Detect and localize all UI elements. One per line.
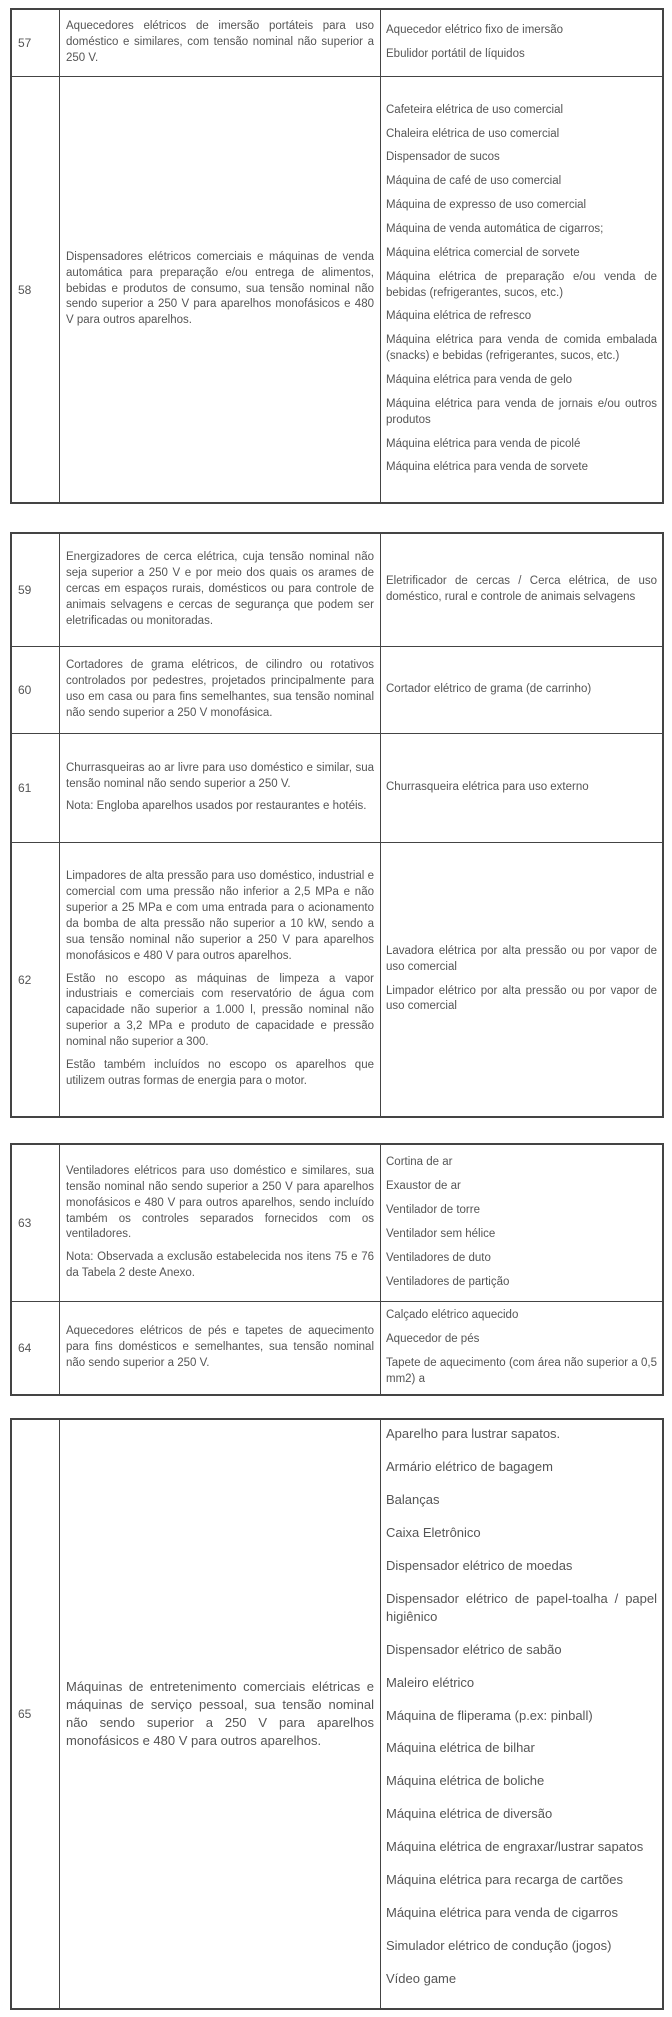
list-item: Exaustor de ar (386, 1180, 461, 1193)
product-list (381, 534, 663, 647)
list-item: Aquecedor de pés (386, 1333, 480, 1346)
list-item: Máquina elétrica para recarga de cartões (386, 1872, 624, 1888)
list-item: Aquecedor elétrico fixo de imersão (386, 24, 564, 37)
item-number: 59 (12, 534, 60, 647)
list-item: Máquina elétrica de diversão (386, 1806, 553, 1822)
list-item: Máquina elétrica para venda de sorvete (386, 461, 589, 474)
list-item: Máquina elétrica para venda de cigarros (386, 1905, 618, 1921)
list-item: Cortador elétrico de grama (de carrinho) (386, 683, 592, 696)
list-item: Ventiladores de partição (386, 1275, 510, 1288)
table-row (12, 1145, 663, 1302)
product-list (381, 734, 663, 843)
list-item: Ventilador de torre (386, 1204, 480, 1217)
list-item: Caixa Eletrônico (386, 1524, 481, 1540)
list-item: Dispensador elétrico de papel-toalha / papel higiênico (386, 1590, 657, 1624)
list-item: Máquina elétrica de engraxar/lustrar sapatos (386, 1839, 644, 1855)
item-number: 61 (12, 734, 60, 843)
item-description (60, 1302, 381, 1395)
table-block-4 (10, 1418, 664, 2010)
list-item: Eletrificador de cercas / Cerca elétrica, de uso doméstico, rural e controle de animais selvagens (386, 575, 657, 603)
item-description (60, 10, 381, 77)
list-item: Lavadora elétrica por alta pressão ou por vapor de uso comercial (386, 944, 657, 973)
description-paragraph: Cortadores de grama elétricos, de cilindro ou rotativos controlados por pedestres, projetados principalmente para uso em casa ou para fins semelhantes, sua tensão nominal não sendo superior a 250 V monofásica. (66, 659, 374, 719)
table-block-1 (10, 8, 664, 504)
list-item: Ventiladores de duto (386, 1251, 491, 1264)
item-description (60, 843, 381, 1117)
list-item: Chaleira elétrica de uso comercial (386, 127, 560, 140)
products-table (11, 1144, 663, 1395)
list-item: Balanças (386, 1491, 440, 1507)
item-description (60, 647, 381, 734)
product-list (381, 1145, 663, 1302)
product-list (381, 1420, 663, 2009)
table-block-3 (10, 1143, 664, 1396)
list-item: Cortina de ar (386, 1156, 453, 1169)
description-paragraph: Aquecedores elétricos de imersão portáteis para uso doméstico e similares, com tensão nominal não superior a 250 V. (66, 20, 374, 64)
item-number: 65 (12, 1420, 60, 2009)
product-list (381, 10, 663, 77)
list-item: Máquina elétrica comercial de sorvete (386, 246, 580, 259)
note-paragraph: Nota: Engloba aparelhos usados por restaurantes e hotéis. (66, 800, 367, 813)
table-row (12, 77, 663, 503)
list-item: Maleiro elétrico (386, 1674, 475, 1690)
description-paragraph: Energizadores de cerca elétrica, cuja tensão nominal não seja superior a 250 V e por meio dos quais os arames de cercas em espaços rurais, domésticos ou para controle de animais selvagens e cercas de segurança que podem ser eletrificadas ou monitoradas. (66, 551, 374, 627)
list-item: Máquina elétrica de bilhar (386, 1740, 535, 1756)
table-row (12, 1302, 663, 1395)
list-item: Aparelho para lustrar sapatos. (386, 1426, 561, 1442)
table-row (12, 534, 663, 647)
table-block-2 (10, 532, 664, 1118)
table-row (12, 10, 663, 77)
list-item: Dispensador elétrico de sabão (386, 1641, 562, 1657)
description-paragraph: Estão no escopo as máquinas de limpeza a vapor industriais e comerciais com reservatório de água com capacidade não superior a 1.000 l, pressão nominal não superior a 3,2 MPa e produto de capacidade e pressão nominal não superior a 300. (66, 972, 374, 1048)
item-number: 64 (12, 1302, 60, 1395)
list-item: Armário elétrico de bagagem (386, 1459, 553, 1474)
list-item: Simulador elétrico de condução (jogos) (386, 1938, 612, 1954)
description-paragraph: Máquinas de entretenimento comerciais elétricas e máquinas de serviço pessoal, sua tensão nominal não sendo superior a 250 V para aparelhos monofásicos e 480 V para outros aparelhos. (66, 1678, 374, 1749)
table-row (12, 734, 663, 843)
list-item: Ventilador sem hélice (386, 1228, 496, 1240)
item-number: 58 (12, 77, 60, 503)
products-table (11, 9, 663, 503)
products-table (11, 1419, 663, 2009)
product-list (381, 647, 663, 734)
item-number: 60 (12, 647, 60, 734)
product-list (381, 843, 663, 1117)
item-number: 57 (12, 10, 60, 77)
item-number: 62 (12, 843, 60, 1117)
list-item: Ebulidor portátil de líquidos (386, 48, 525, 60)
item-description (60, 1145, 381, 1302)
list-item: Máquina elétrica de boliche (386, 1773, 545, 1789)
list-item: Churrasqueira elétrica para uso externo (386, 781, 589, 794)
product-list (381, 1302, 663, 1395)
item-description (60, 77, 381, 503)
description-paragraph: Ventiladores elétricos para uso doméstico e similares, sua tensão nominal não sendo superior a 250 V para aparelhos monofásicos e 480 V para outros aparelhos, sendo incluído também os controles separados fornecidos com os ventiladores. (66, 1164, 374, 1241)
list-item: Cafeteira elétrica de uso comercial (386, 103, 564, 116)
note-paragraph: Nota: Observada a exclusão estabelecida nos itens 75 e 76 da Tabela 2 deste Anexo. (66, 1251, 374, 1280)
list-item: Máquina de venda automática de cigarros; (386, 222, 604, 235)
products-table (11, 533, 663, 1117)
description-paragraph: Limpadores de alta pressão para uso doméstico, industrial e comercial com uma pressão não inferior a 2,5 MPa e não superior a 25 MPa e com uma entrada para o acionamento da bomba de alta pressão não superior a 10 kW, sendo a sua tensão nominal não superior a 250 V para aparelhos monofásicos e 480 V para outros aparelhos. (66, 870, 374, 962)
list-item: Dispensador de sucos (386, 151, 500, 164)
list-item: Máquina elétrica de refresco (386, 310, 532, 323)
description-paragraph: Aquecedores elétricos de pés e tapetes de aquecimento para fins domésticos e semelhantes, sua tensão nominal não sendo superior a 250 V. (66, 1325, 374, 1369)
list-item: Máquina elétrica para venda de comida embalada (snacks) e bebidas (refrigerantes, sucos, etc.) (386, 334, 657, 363)
list-item: Máquina de fliperama (p.ex: pinball) (386, 1707, 593, 1723)
description-paragraph: Dispensadores elétricos comerciais e máquinas de venda automática para preparação e/ou entrega de alimentos, bebidas e produtos de consumo, sua tensão nominal não sendo superior a 250 V para aparelhos monofásicos e 480 V para outros aparelhos. (66, 250, 374, 327)
list-item: Máquina elétrica para venda de gelo (386, 374, 573, 386)
list-item: Tapete de aquecimento (com área não superior a 0,5 mm2) a (386, 1357, 657, 1385)
description-paragraph: Churrasqueiras ao ar livre para uso doméstico e similar, sua tensão nominal não sendo superior a 250 V. (66, 761, 374, 790)
product-list (381, 77, 663, 503)
table-row (12, 1420, 663, 2009)
item-number: 63 (12, 1145, 60, 1302)
description-paragraph: Estão também incluídos no escopo os aparelhos que utilizem outras formas de energia para o motor. (66, 1058, 374, 1087)
list-item: Máquina elétrica para venda de jornais e/ou outros produtos (386, 397, 657, 426)
list-item: Calçado elétrico aquecido (386, 1309, 519, 1322)
item-description (60, 534, 381, 647)
list-item: Vídeo game (386, 1971, 457, 1986)
list-item: Máquina de expresso de uso comercial (386, 199, 587, 212)
list-item: Máquina elétrica para venda de picolé (386, 437, 581, 450)
table-row (12, 843, 663, 1117)
list-item: Limpador elétrico por alta pressão ou por vapor de uso comercial (386, 984, 657, 1013)
item-description (60, 1420, 381, 2009)
table-row (12, 647, 663, 734)
list-item: Máquina de café de uso comercial (386, 175, 562, 188)
list-item: Dispensador elétrico de moedas (386, 1557, 573, 1573)
item-description (60, 734, 381, 843)
list-item: Máquina elétrica de preparação e/ou venda de bebidas (refrigerantes, sucos, etc.) (386, 270, 657, 299)
